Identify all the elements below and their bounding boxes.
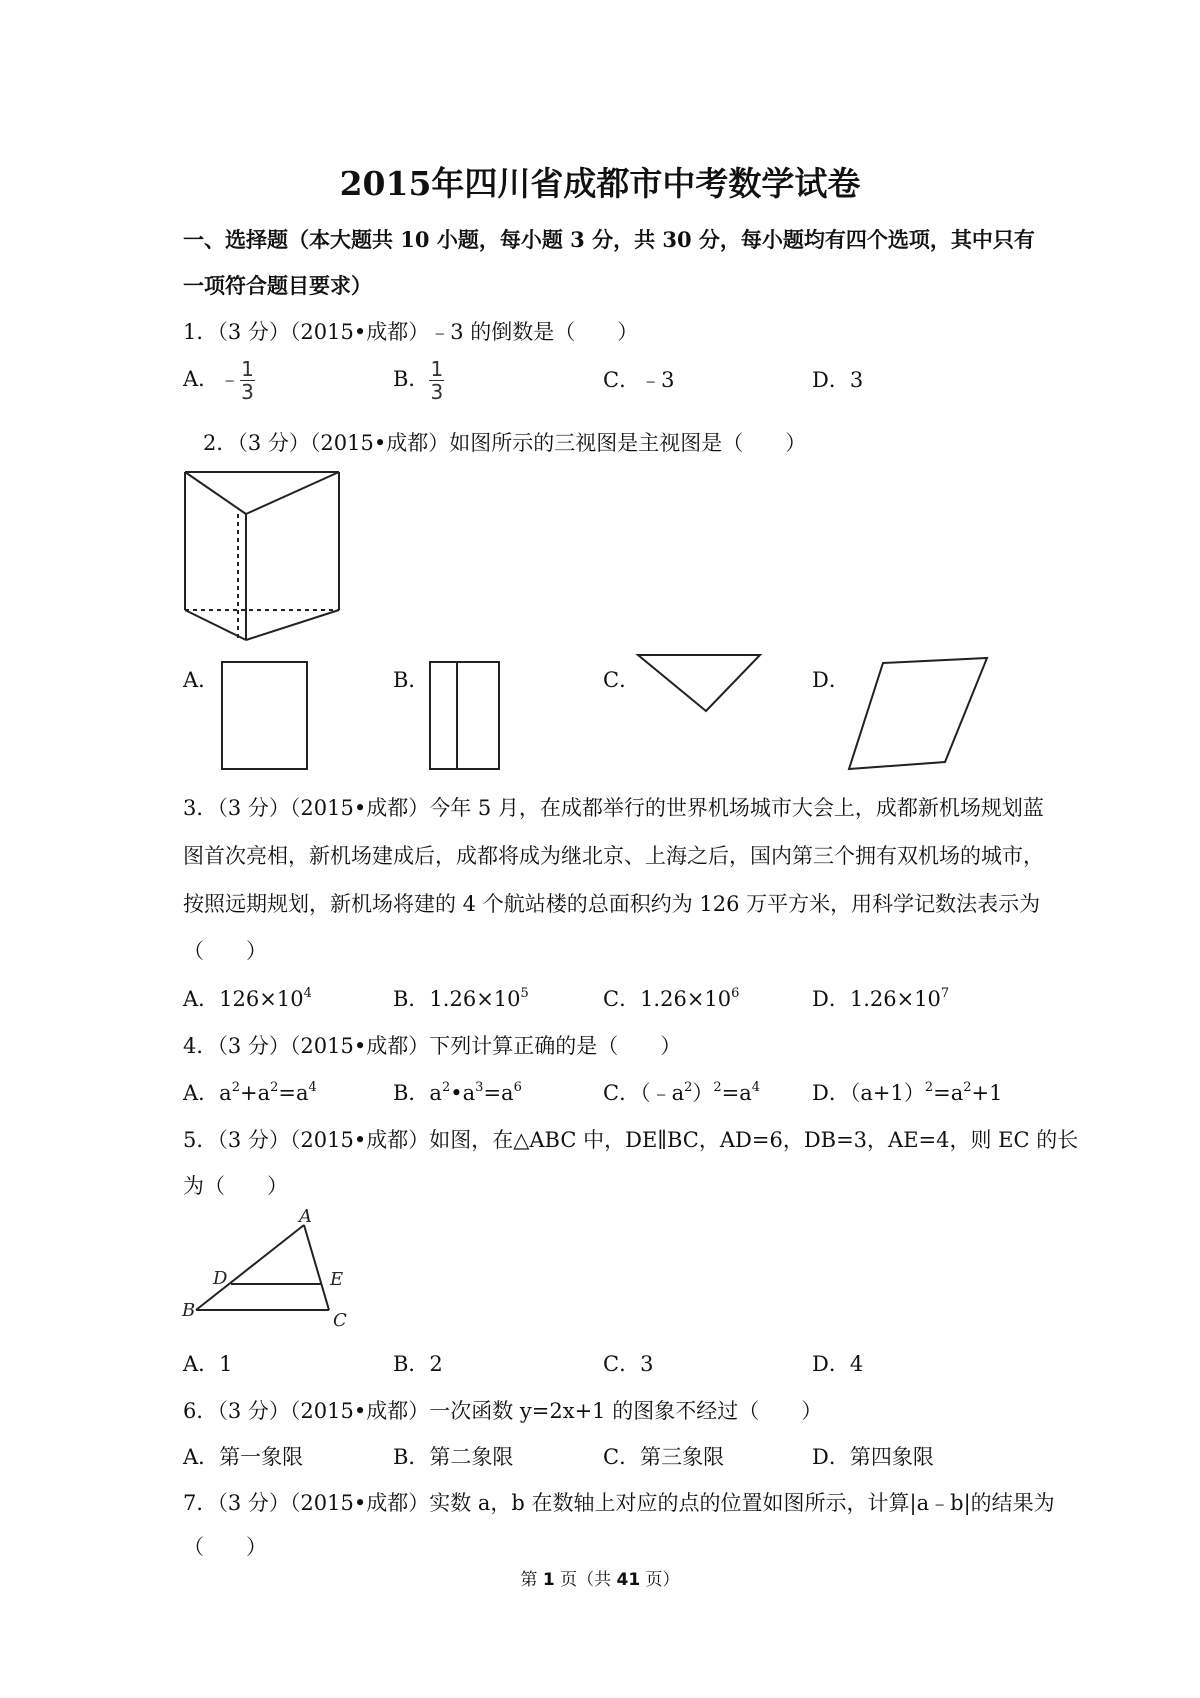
expr-part: •a (450, 1081, 476, 1105)
expr-exponent: 2 (963, 1080, 972, 1095)
vertex-label-d: D (213, 1268, 228, 1289)
expr-exponent: 2 (231, 1080, 240, 1095)
expr-exponent: 2 (924, 1080, 934, 1095)
expr-part: =a (483, 1081, 514, 1105)
q7-stem-line1: 7．（3 分）（2015•成都）实数 a，b 在数轴上对应的点的位置如图所示，计算|a﹣b|的结果为 (183, 1491, 1055, 1515)
q5-stem-line2: 为（ ） (183, 1174, 288, 1198)
q3-option-b-exponent: 5 (520, 986, 529, 1001)
expr-part: ） (692, 1081, 714, 1105)
vertex-label-a: A (299, 1206, 312, 1227)
q6-option-c: C．第三象限 (603, 1445, 725, 1469)
q1-stem: 1．（3 分）（2015•成都）﹣3 的倒数是（ ） (183, 320, 639, 344)
q5-option-a: A．1 (183, 1352, 233, 1376)
q6-option-a: A．第一象限 (183, 1445, 304, 1469)
q1-option-a (183, 358, 255, 403)
q4-option-d (812, 1077, 1002, 1107)
q3-option-c-base: C．1.26×10 (603, 987, 732, 1011)
footer-middle: 页（共 (554, 1570, 617, 1590)
expr-part: C．（﹣a (603, 1081, 685, 1105)
q3-option-b (393, 983, 529, 1013)
q2-prism-figure (183, 470, 343, 642)
q2-option-a-label: A． (183, 668, 220, 692)
q1-option-b-label: B． (393, 367, 430, 391)
q2-stem: 2．（3 分）（2015•成都）如图所示的三视图是主视图是（ ） (203, 431, 807, 455)
q2-option-d-label: D． (812, 668, 850, 692)
vertex-label-e: E (330, 1269, 344, 1290)
expr-exponent: 2 (441, 1080, 451, 1095)
expr-part: B．a (393, 1081, 442, 1105)
expr-part: +a (239, 1081, 271, 1105)
vertex-label-c: C (333, 1310, 347, 1331)
q3-option-d (812, 983, 949, 1013)
expr-exponent: 6 (513, 1080, 522, 1095)
q3-option-b-base: B．1.26×10 (393, 987, 521, 1011)
q5-stem-line1: 5．（3 分）（2015•成都）如图，在△ABC 中，DE∥BC，AD=6，DB=3，AE=4，则 EC 的长 (183, 1128, 1079, 1152)
q4-option-c (603, 1077, 760, 1107)
q5-triangle-figure (180, 1206, 360, 1331)
q4-stem: 4．（3 分）（2015•成都）下列计算正确的是（ ） (183, 1034, 682, 1058)
expr-part: +1 (971, 1081, 1003, 1105)
expr-exponent: 2 (684, 1080, 693, 1095)
q5-option-d: D．4 (812, 1352, 864, 1376)
expr-exponent: 3 (475, 1080, 484, 1095)
q7-stem-line2: （ ） (183, 1535, 267, 1559)
vertex-label-b: B (182, 1300, 196, 1321)
q4-option-b (393, 1077, 522, 1107)
page-title: 2015年四川省成都市中考数学试卷 (339, 164, 861, 203)
q2-option-c-label: C． (603, 668, 641, 692)
expr-part: =a (278, 1081, 309, 1105)
expr-part: A．a (183, 1081, 232, 1105)
q3-option-a-base: A．126×10 (183, 987, 304, 1011)
q3-option-d-exponent: 7 (940, 986, 950, 1001)
q5-option-b: B．2 (393, 1352, 443, 1376)
section-heading-line1: 一、选择题（本大题共 10 小题，每小题 3 分，共 30 分，每小题均有四个选项，其中只有 (183, 227, 1035, 252)
q3-option-d-base: D．1.26×10 (812, 987, 941, 1011)
q2-option-c-triangle (636, 653, 764, 715)
q6-option-b: B．第二象限 (393, 1445, 514, 1469)
q3-option-a (183, 983, 312, 1013)
expr-exponent: 2 (270, 1080, 279, 1095)
q3-stem-line4: （ ） (183, 939, 267, 963)
footer-total-pages: 41 (616, 1570, 641, 1590)
q2-option-b-divided-rectangle (428, 660, 502, 772)
section-heading-line2: 一项符合题目要求） (183, 273, 372, 298)
q1-option-b (393, 358, 444, 403)
q4-option-a (183, 1077, 317, 1107)
expr-part: =a (721, 1081, 752, 1105)
q2-option-a-rectangle (220, 660, 310, 772)
q3-option-c-exponent: 6 (731, 986, 740, 1001)
q3-option-c (603, 983, 739, 1013)
q3-stem-line2: 图首次亮相，新机场建成后，成都将成为继北京、上海之后，国内第三个拥有双机场的城市， (183, 844, 1044, 868)
q3-stem-line1: 3．（3 分）（2015•成都）今年 5 月，在成都举行的世界机场城市大会上，成都新机场规划蓝 (183, 796, 1044, 820)
q1-option-a-label: A．﹣ (183, 367, 241, 391)
footer-prefix: 第 (520, 1570, 543, 1590)
expr-exponent: 2 (713, 1080, 722, 1095)
fraction-denominator: 3 (430, 380, 444, 404)
q1-option-d: D．3 (812, 368, 864, 392)
q2-option-b-label: B． (393, 668, 430, 692)
expr-exponent: 4 (308, 1080, 317, 1095)
q1-option-b-fraction (429, 358, 444, 403)
footer-page-number: 1 (542, 1570, 555, 1590)
expr-part: D．（a+1） (812, 1081, 925, 1105)
q3-option-a-exponent: 4 (303, 986, 312, 1001)
q1-option-a-fraction (240, 358, 255, 403)
q1-option-c: C．﹣3 (603, 368, 675, 392)
q6-stem: 6．（3 分）（2015•成都）一次函数 y=2x+1 的图象不经过（ ） (183, 1399, 823, 1423)
q5-option-c: C．3 (603, 1352, 654, 1376)
fraction-numerator: 1 (241, 357, 254, 381)
expr-part: =a (933, 1081, 964, 1105)
fraction-numerator: 1 (430, 357, 444, 381)
footer-suffix: 页） (640, 1570, 680, 1590)
page-footer (0, 1565, 1200, 1590)
fraction-denominator: 3 (241, 380, 254, 404)
expr-exponent: 4 (751, 1080, 761, 1095)
q3-stem-line3: 按照远期规划，新机场将建的 4 个航站楼的总面积约为 126 万平方米，用科学记数法表示为 (183, 892, 1041, 916)
q6-option-d: D．第四象限 (812, 1445, 934, 1469)
q2-option-d-parallelogram (845, 656, 991, 774)
